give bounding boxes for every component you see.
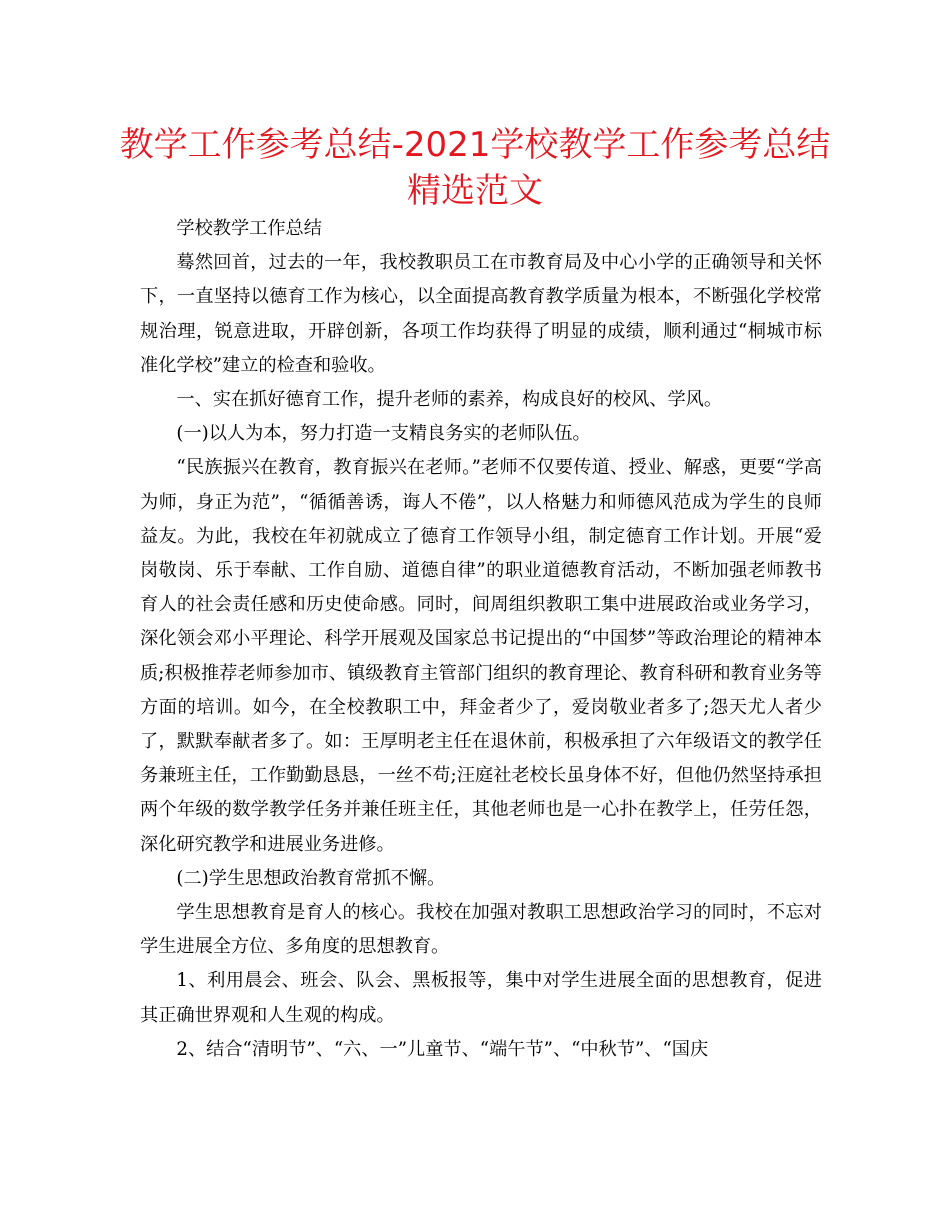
document-body xyxy=(140,212,822,1067)
subtitle-paragraph: 学校教学工作总结 xyxy=(176,218,322,239)
section-heading: 一、实在抓好德育工作，提升老师的素养，构成良好的校风、学风。 xyxy=(176,389,723,411)
document-title xyxy=(100,122,850,214)
body-paragraph: “民族振兴在教育，教育振兴在老师。”老师不仅要传道、授业、解惑，更要“学高为师，身正为范”，“循循善诱，诲人不倦”，以人格魅力和师德风范成为学生的良师益友。为此，我校在年初就成立了德育工作领导小组，制定德育工作计划。开展“爱岗敬岗、乐于奉献、工作自励、道德自律”的职业道德教育活动，不断加强老师教书育人的社会责任感和历史使命感。同时，间周组织教职工集中进展政治或业务学习，深化领会邓小平理论、科学开展观及国家总书记提出的“中国梦”等政治理论的精神本质;积极推荐老师参加市、镇级教育主管部门组织的教育理论、教育科研和教育业务等方面的培训。如今，在全校教职工中，拜金者少了，爱岗敬业者多了;怨天尤人者少了，默默奉献者多了。如：王厚明老主任在退休前，积极承担了六年级语文的教学任务兼班主任，工作勤勤恳恳，一丝不苟;汪庭社老校长虽身体不好，但他仍然坚持承担两个年级的数学教学任务并兼任班主任，其他老师也是一心扑在教学上，任劳任怨，深化研究教学和进展业务进修。 xyxy=(140,457,822,855)
title-line-2: 精选范文 xyxy=(407,171,543,211)
list-item: 1、利用晨会、班会、队会、黑板报等，集中对学生进展全面的思想教育，促进其正确世界观和人生观的构成。 xyxy=(140,970,822,1026)
body-paragraph: 蓦然回首，过去的一年，我校教职员工在市教育局及中心小学的正确领导和关怀下，一直坚持以德育工作为核心，以全面提高教育教学质量为根本，不断强化学校常规治理，锐意进取，开辟创新，各项工作均获得了明显的成绩，顺利通过“桐城市标准化学校”建立的检查和验收。 xyxy=(140,252,822,376)
body-paragraph: 学生思想教育是育人的核心。我校在加强对教职工思想政治学习的同时，不忘对学生进展全方位、多角度的思想教育。 xyxy=(140,902,822,958)
subsection-heading: (一)以人为本，努力打造一支精良务实的老师队伍。 xyxy=(176,423,591,445)
subsection-heading: (二)学生思想政治教育常抓不懈。 xyxy=(176,867,446,889)
list-item: 2、结合“清明节”、“六、一”儿童节、“端午节”、“中秋节”、“国庆 xyxy=(176,1038,709,1060)
title-line-1: 教学工作参考总结-2021学校教学工作参考总结 xyxy=(119,125,831,165)
